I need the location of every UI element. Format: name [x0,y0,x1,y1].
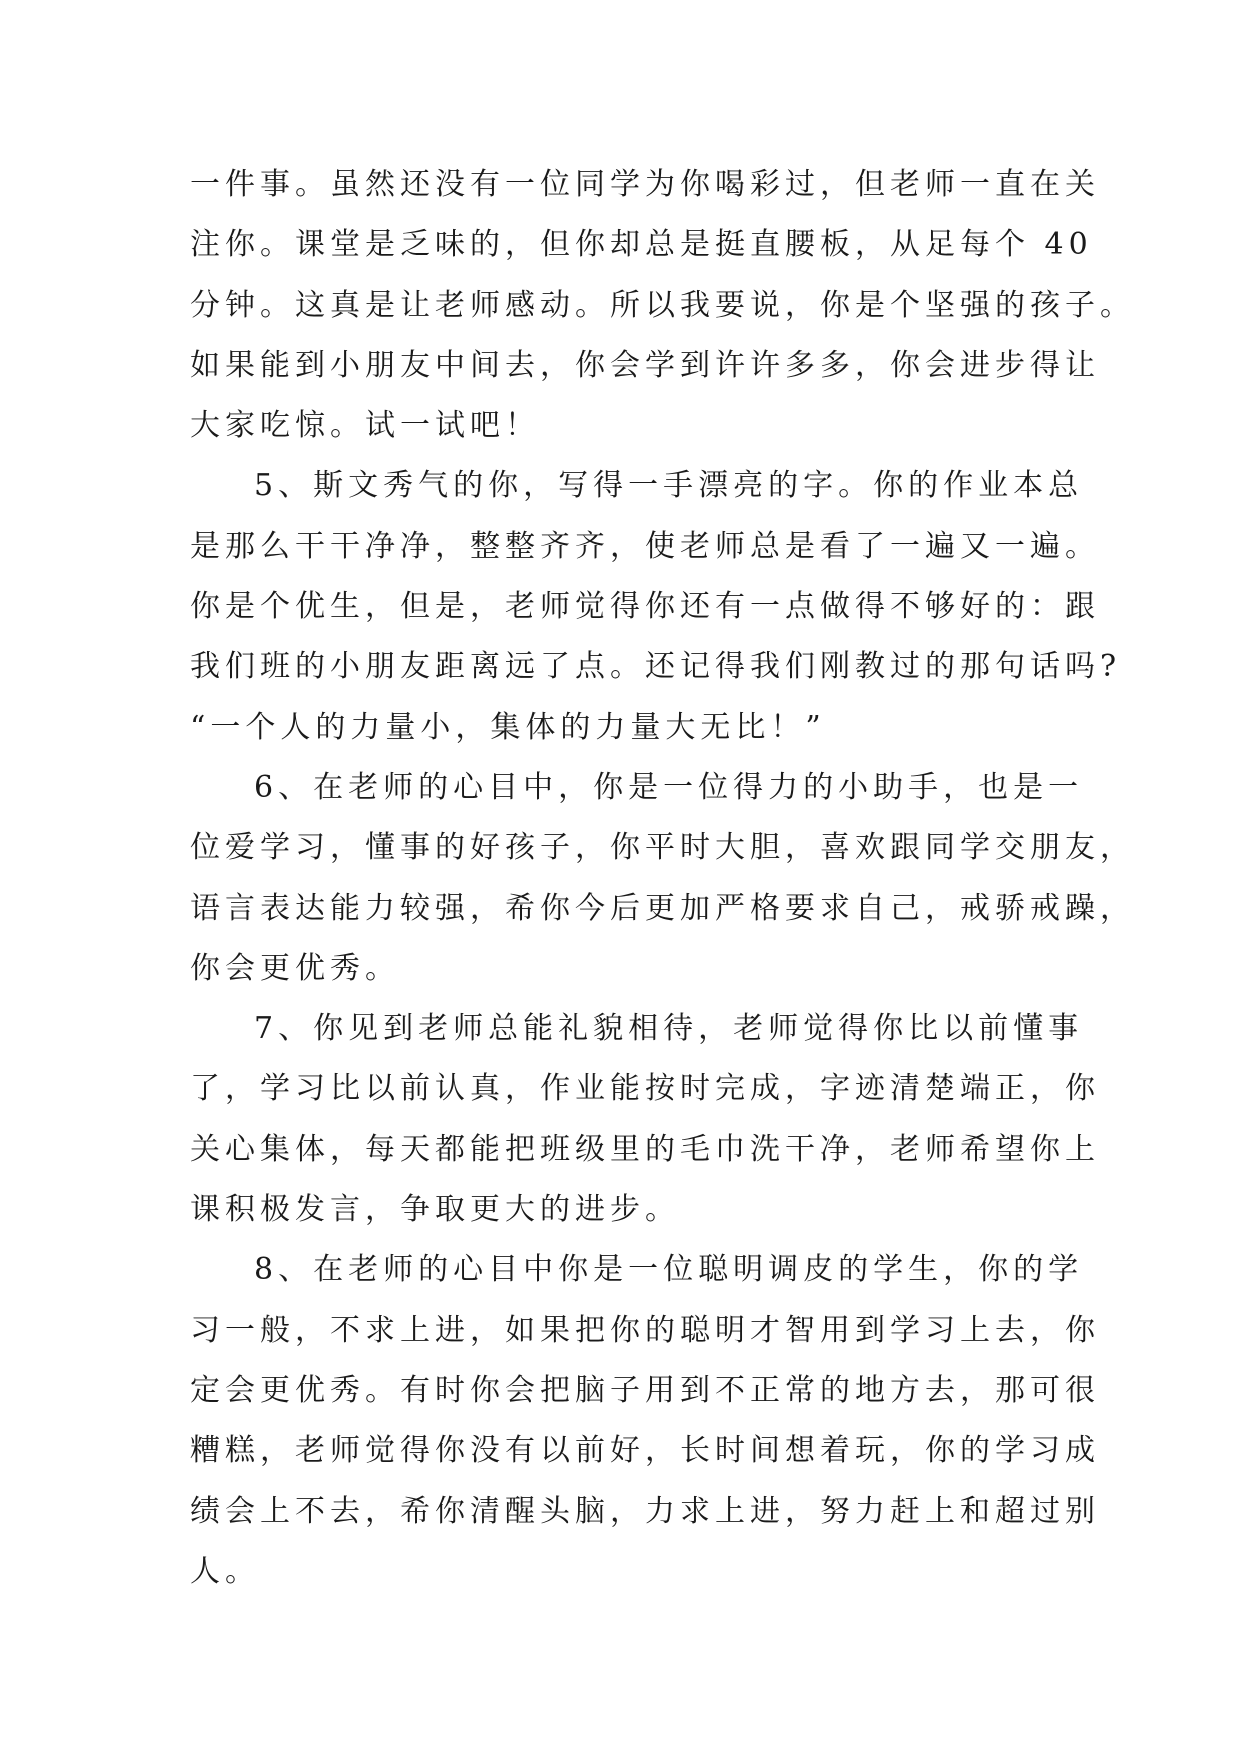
text-line: 我们班的小朋友距离远了点。还记得我们刚教过的那句话吗? [190,649,1122,685]
text-line: 是那么干干净净，整整齐齐，使老师总是看了一遍又一遍。 [190,528,1100,564]
text-line: 了，学习比以前认真，作业能按时完成，字迹清楚端正，你 [190,1071,1100,1107]
text-line: 你会更优秀。 [190,950,400,986]
text-line: 如果能到小朋友中间去，你会学到许许多多，你会进步得让 [190,347,1100,383]
paragraph-start-line: 5、斯文秀气的你，写得一手漂亮的字。你的作业本总 [254,468,1084,504]
text-line: 位爱学习，懂事的好孩子，你平时大胆，喜欢跟同学交朋友， [190,830,1135,866]
paragraph-start-line: 7、你见到老师总能礼貌相待，老师觉得你比以前懂事 [254,1011,1084,1047]
text-line: “一个人的力量小，集体的力量大无比！” [190,709,826,745]
document-body [190,155,1135,1602]
text-line: 分钟。这真是让老师感动。所以我要说，你是个坚强的孩子。 [190,287,1135,323]
text-line: 关心集体，每天都能把班级里的毛巾洗干净，老师希望你上 [190,1131,1100,1167]
text-line: 语言表达能力较强，希你今后更加严格要求自己，戒骄戒躁， [190,890,1135,926]
text-line: 绩会上不去，希你清醒头脑，力求上进，努力赶上和超过别 [190,1493,1100,1529]
text-line: 大家吃惊。试一试吧！ [190,408,540,444]
text-line: 定会更优秀。有时你会把脑子用到不正常的地方去，那可很 [190,1372,1100,1408]
text-line: 一件事。虽然还没有一位同学为你喝彩过，但老师一直在关 [190,167,1100,202]
paragraph-start-line: 8、在老师的心目中你是一位聪明调皮的学生，你的学 [254,1252,1084,1288]
text-line: 人。 [190,1553,260,1589]
text-line: 你是个优生，但是，老师觉得你还有一点做得不够好的：跟 [190,589,1100,625]
text-line: 糟糕，老师觉得你没有以前好，长时间想着玩，你的学习成 [190,1433,1100,1469]
paragraph-start-line: 6、在老师的心目中，你是一位得力的小助手，也是一 [254,769,1084,805]
text-line: 注你。课堂是乏味的，但你却总是挺直腰板，从足每个 40 [190,227,1093,263]
text-line: 课积极发言，争取更大的进步。 [190,1192,680,1228]
text-line: 习一般，不求上进，如果把你的聪明才智用到学习上去，你 [190,1312,1100,1348]
